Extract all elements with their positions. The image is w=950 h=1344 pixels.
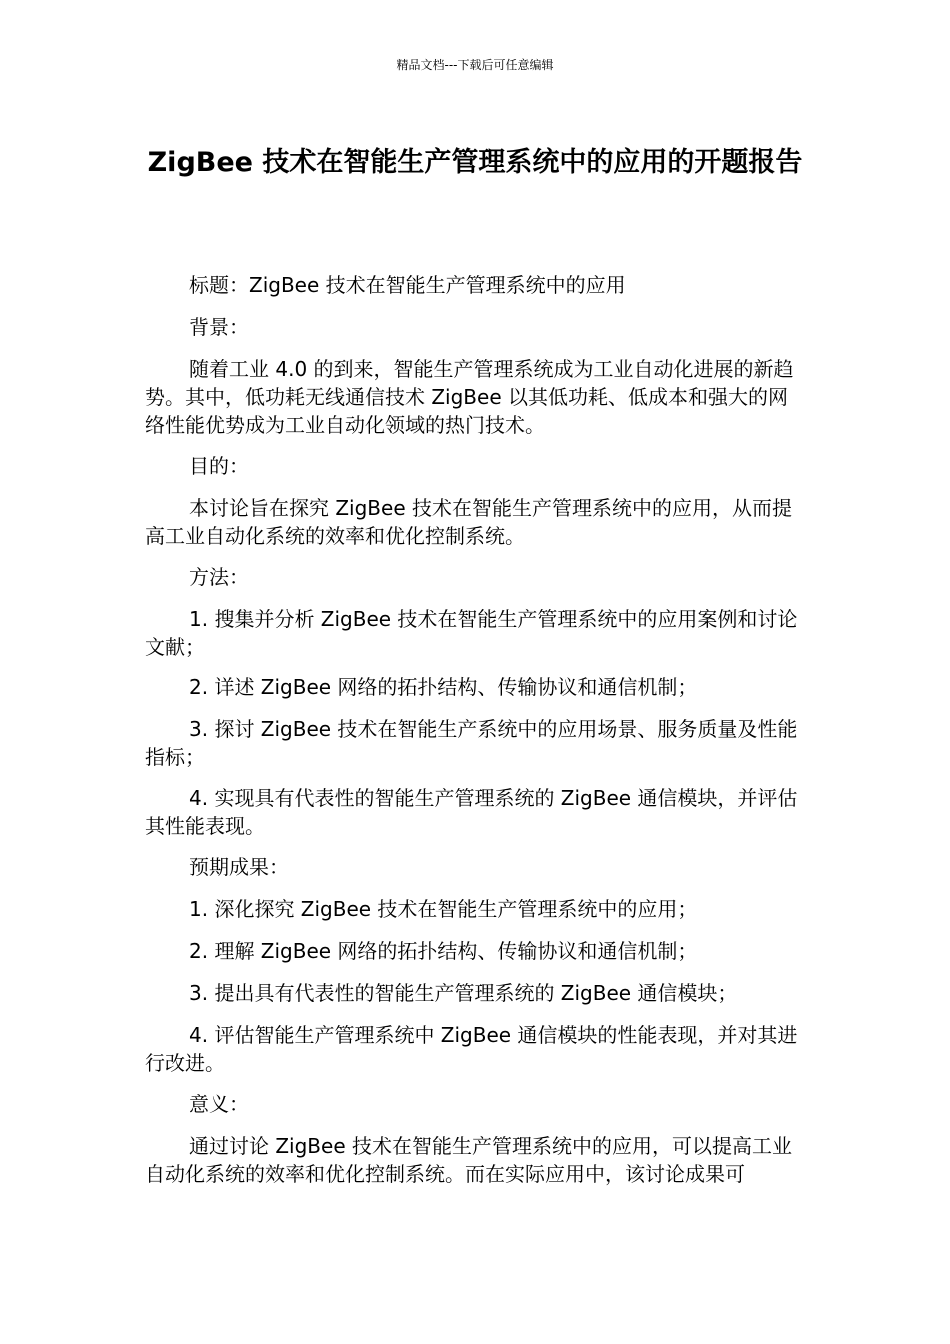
paragraph-topic: 标题：ZigBee 技术在智能生产管理系统中的应用 — [189, 273, 626, 297]
list-item: 4. 实现具有代表性的智能生产管理系统的 ZigBee 通信模块，并评估其性能表现。 — [145, 786, 798, 838]
heading-method: 方法： — [189, 565, 249, 589]
list-item: 2. 理解 ZigBee 网络的拓扑结构、传输协议和通信机制； — [189, 939, 698, 963]
list-item: 1. 搜集并分析 ZigBee 技术在智能生产管理系统中的应用案例和讨论文献； — [145, 607, 798, 659]
heading-expected-results: 预期成果： — [189, 855, 289, 879]
paragraph-purpose: 本讨论旨在探究 ZigBee 技术在智能生产管理系统中的应用，从而提高工业自动化系统的效率和优化控制系统。 — [145, 496, 792, 548]
list-item: 2. 详述 ZigBee 网络的拓扑结构、传输协议和通信机制； — [189, 675, 698, 699]
paragraph-significance: 通过讨论 ZigBee 技术在智能生产管理系统中的应用，可以提高工业自动化系统的效率和优化控制系统。而在实际应用中，该讨论成果可 — [145, 1134, 792, 1186]
heading-background: 背景： — [189, 315, 249, 339]
heading-significance: 意义： — [189, 1092, 249, 1116]
list-item: 3. 提出具有代表性的智能生产管理系统的 ZigBee 通信模块； — [189, 981, 738, 1005]
list-item: 3. 探讨 ZigBee 技术在智能生产系统中的应用场景、服务质量及性能指标； — [145, 717, 798, 769]
heading-purpose: 目的： — [189, 454, 249, 478]
list-item: 1. 深化探究 ZigBee 技术在智能生产管理系统中的应用； — [189, 897, 698, 921]
page-header: 精品文档---下载后可任意编辑 — [396, 58, 554, 72]
document-title: ZigBee 技术在智能生产管理系统中的应用的开题报告 — [147, 147, 803, 178]
paragraph-background: 随着工业 4.0 的到来，智能生产管理系统成为工业自动化进展的新趋势。其中，低功耗无线通信技术 ZigBee 以其低功耗、低成本和强大的网络性能优势成为工业自动化领域的热门技术。 — [145, 357, 794, 437]
list-item: 4. 评估智能生产管理系统中 ZigBee 通信模块的性能表现，并对其进行改进。 — [145, 1023, 798, 1075]
